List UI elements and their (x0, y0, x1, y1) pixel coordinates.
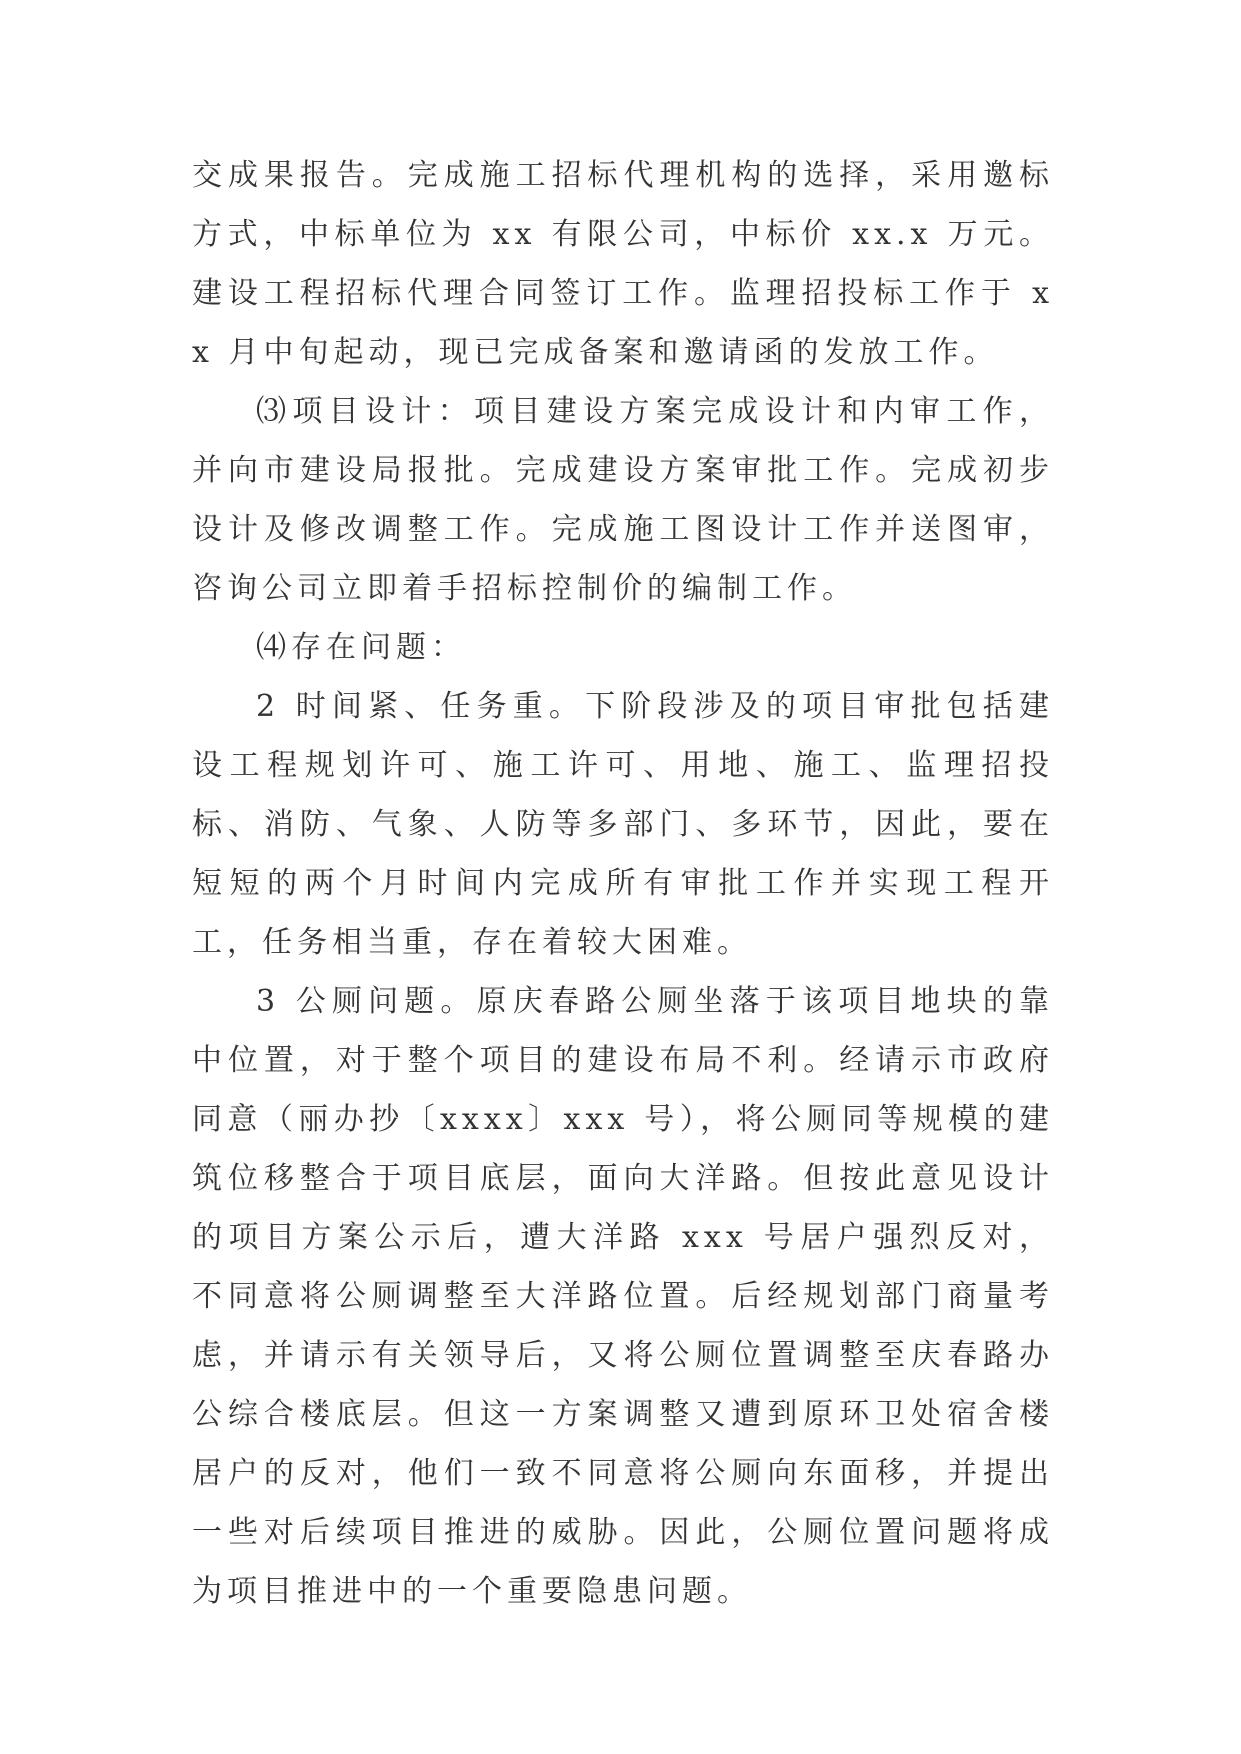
paragraph-project-design: ⑶项目设计：项目建设方案完成设计和内审工作，并向市建设局报批。完成建设方案审批工作。完成初步设计及修改调整工作。完成施工图设计工作并送图审，咨询公司立即着手招标控制价的编制工作。 (192, 394, 1054, 606)
paragraph-existing-problems-heading: ⑷存在问题： (256, 630, 466, 665)
paragraph-results-report: 交成果报告。完成施工招标代理机构的选择，采用邀标方式，中标单位为 xx 有限公司，中标价 xx.x 万元。建设工程招标代理合同签订工作。监理招投标工作于 xx 月中旬起动，现已完成备案和邀请函的发放工作。 (192, 158, 1054, 370)
document-body (192, 146, 1054, 1621)
paragraph-public-toilet-issue: 3 公厕问题。原庆春路公厕坐落于该项目地块的靠中位置，对于整个项目的建设布局不利。经请示市政府同意（丽办抄〔xxxx〕xxx 号），将公厕同等规模的建筑位移整合于项目底层，面向大洋路。但按此意见设计的项目方案公示后，遭大洋路 xxx 号居户强烈反对，不同意将公厕调整至大洋路位置。后经规划部门商量考虑，并请示有关领导后，又将公厕位置调整至庆春路办公综合楼底层。但这一方案调整又遭到原环卫处宿舍楼居户的反对，他们一致不同意将公厕向东面移，并提出一些对后续项目推进的威胁。因此，公厕位置问题将成为项目推进中的一个重要隐患问题。 (192, 984, 1054, 1609)
paragraph-tight-schedule: 2 时间紧、任务重。下阶段涉及的项目审批包括建设工程规划许可、施工许可、用地、施工、监理招投标、消防、气象、人防等多部门、多环节，因此，要在短短的两个月时间内完成所有审批工作并实现工程开工，任务相当重，存在着较大困难。 (192, 689, 1054, 960)
